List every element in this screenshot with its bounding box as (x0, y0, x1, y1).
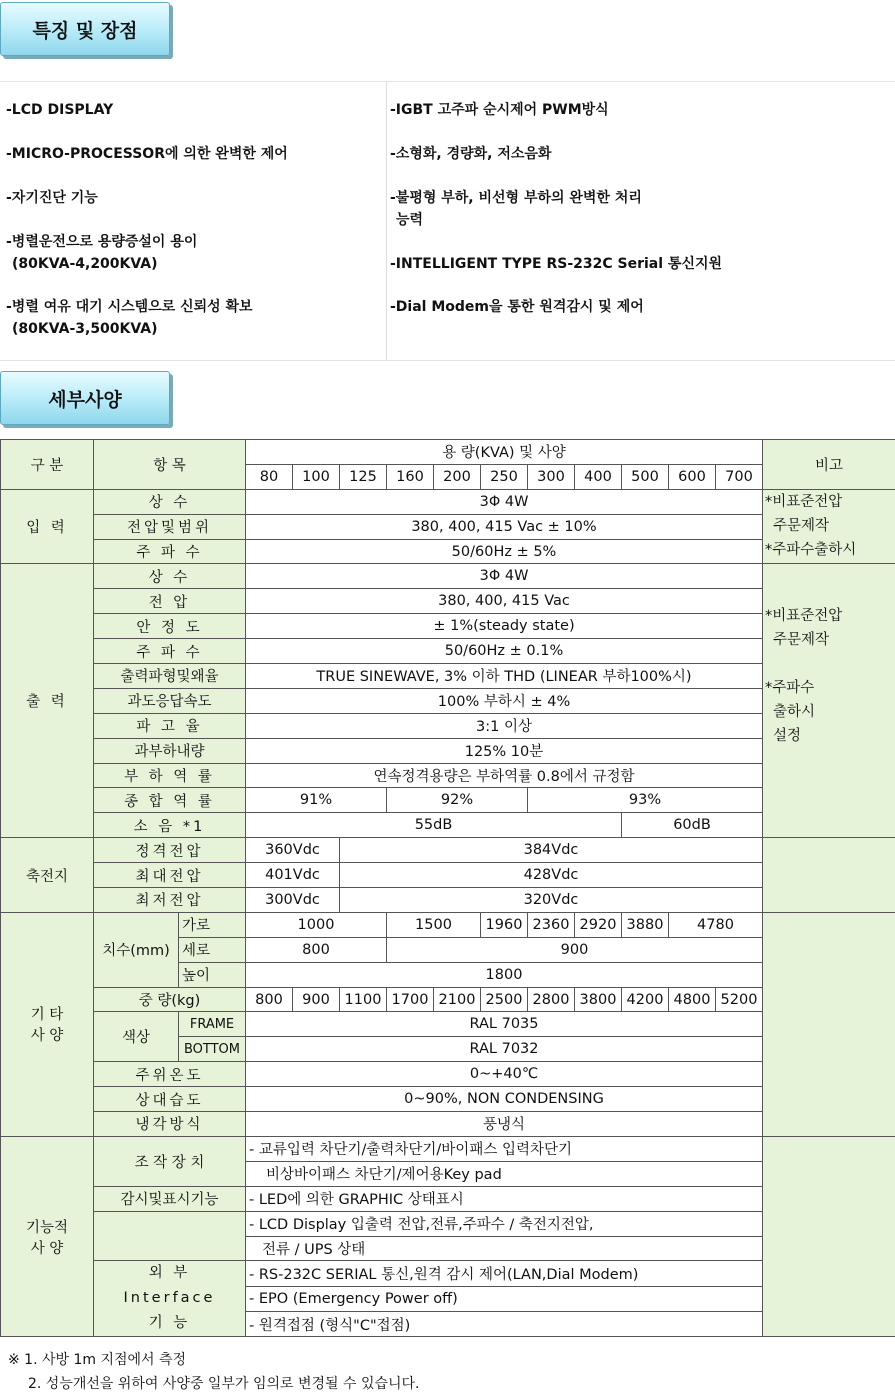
width-value: 2920 (575, 912, 622, 937)
frame-label: FRAME (179, 1012, 246, 1037)
monitor-value: - LCD Display 입출력 전압,전류,주파수 / 축전지전압, (246, 1211, 763, 1236)
capacity-cell: 700 (716, 464, 763, 489)
capacity-cell: 160 (387, 464, 434, 489)
cooling-value: 풍냉식 (246, 1112, 763, 1137)
row-label: 출력파형및왜율 (94, 664, 246, 689)
capacity-cell: 300 (528, 464, 575, 489)
interface-value: - EPO (Emergency Power off) (246, 1286, 763, 1311)
feature-item: -병렬 여유 대기 시스템으로 신뢰성 확보 (80KVA-3,500KVA) (6, 299, 253, 337)
weight-label: 중 량(kg) (94, 987, 246, 1012)
cooling-label: 냉각방식 (94, 1112, 246, 1137)
width-value: 2360 (528, 912, 575, 937)
row-value: 300Vdc (246, 888, 340, 913)
row-label: 파 고 율 (94, 713, 246, 738)
group-battery: 축전지 (1, 838, 94, 913)
humidity-value: 0~90%, NON CONDENSING (246, 1087, 763, 1112)
remark-output: *비표준전압 주문제작 *주파수 출하시 설정 (763, 564, 895, 838)
interface-value: - RS-232C SERIAL 통신,원격 감시 제어(LAN,Dial Modem) (246, 1261, 763, 1286)
row-label: 안 정 도 (94, 614, 246, 639)
width-label: 가로 (179, 912, 246, 937)
weight-value: 1700 (387, 987, 434, 1012)
efficiency-value: 92% (387, 788, 528, 813)
row-value: 125% 10분 (246, 738, 763, 763)
row-value: 3:1 이상 (246, 713, 763, 738)
weight-value: 900 (293, 987, 340, 1012)
feature-item: -불평형 부하, 비선형 부하의 완벽한 처리 능력 (390, 190, 642, 228)
width-value: 3880 (622, 912, 669, 937)
row-value: 100% 부하시 ± 4% (246, 688, 763, 713)
row-label: 과부하내량 (94, 738, 246, 763)
feature-item: -INTELLIGENT TYPE RS-232C Serial 통신지원 (390, 256, 723, 272)
noise-value: 55dB (246, 813, 622, 838)
features-left-column (0, 82, 387, 360)
weight-value: 5200 (716, 987, 763, 1012)
monitor-value: - LED에 의한 GRAPHIC 상태표시 (246, 1186, 763, 1211)
group-etc: 기 타 사 양 (1, 912, 94, 1136)
row-label: 전압및범위 (94, 514, 246, 539)
capacity-cell: 200 (434, 464, 481, 489)
depth-label: 세로 (179, 937, 246, 962)
row-label: 주 파 수 (94, 539, 246, 564)
temperature-label: 주위온도 (94, 1062, 246, 1087)
row-value: 401Vdc (246, 863, 340, 888)
capacity-cell: 600 (669, 464, 716, 489)
bottom-value: RAL 7032 (246, 1037, 763, 1062)
width-value: 1500 (387, 912, 481, 937)
weight-value: 2100 (434, 987, 481, 1012)
row-value: 50/60Hz ± 5% (246, 539, 763, 564)
humidity-label: 상대습도 (94, 1087, 246, 1112)
weight-value: 2500 (481, 987, 528, 1012)
row-value: 연속정격용량은 부하역률 0.8에서 규정함 (246, 763, 763, 788)
capacity-cell: 500 (622, 464, 669, 489)
header-gubun: 구 분 (1, 440, 94, 490)
remark-input: *비표준전압 주문제작 *주파수출하시 (763, 489, 895, 564)
row-label: 최대전압 (94, 863, 246, 888)
monitor-value: 전류 / UPS 상태 (246, 1236, 763, 1261)
row-value: 380, 400, 415 Vac ± 10% (246, 514, 763, 539)
frame-value: RAL 7035 (246, 1012, 763, 1037)
feature-item: -IGBT 고주파 순시제어 PWM방식 (390, 102, 609, 118)
efficiency-value: 91% (246, 788, 387, 813)
monitor-label-empty (94, 1211, 246, 1261)
feature-item: -자기진단 기능 (6, 190, 98, 206)
control-label: 조 작 장 치 (94, 1136, 246, 1186)
row-label: 상 수 (94, 489, 246, 514)
capacity-cell: 125 (340, 464, 387, 489)
height-label: 높이 (179, 962, 246, 987)
group-output: 출 력 (1, 564, 94, 838)
width-value: 4780 (669, 912, 763, 937)
bottom-label: BOTTOM (179, 1037, 246, 1062)
temperature-value: 0~+40℃ (246, 1062, 763, 1087)
row-label: 종 합 역 률 (94, 788, 246, 813)
weight-value: 4800 (669, 987, 716, 1012)
row-value: 380, 400, 415 Vac (246, 589, 763, 614)
feature-item: -MICRO-PROCESSOR에 의한 완벽한 제어 (6, 146, 288, 162)
row-value: 50/60Hz ± 0.1% (246, 639, 763, 664)
row-label: 과도응답속도 (94, 688, 246, 713)
control-value: - 교류입력 차단기/출력차단기/바이패스 입력차단기 (246, 1136, 763, 1161)
divider (0, 360, 895, 361)
group-function: 기능적 사 양 (1, 1136, 94, 1336)
capacity-cell: 250 (481, 464, 528, 489)
control-value: 비상바이패스 차단기/제어용Key pad (246, 1161, 763, 1186)
feature-item: -소형화, 경량화, 저소음화 (390, 146, 552, 162)
depth-value: 900 (387, 937, 763, 962)
color-label: 색상 (94, 1012, 179, 1062)
interface-label: 외 부 Interface 기 능 (94, 1261, 246, 1337)
row-label: 정격전압 (94, 838, 246, 863)
monitor-label: 감시및표시기능 (94, 1186, 246, 1211)
spec-table (0, 439, 895, 1337)
efficiency-value: 93% (528, 788, 763, 813)
weight-value: 1100 (340, 987, 387, 1012)
footnote: ※ 1. 사방 1m 지점에서 측정 2. 성능개선을 위하여 사양중 일부가 임의로 변경될 수 있습니다. (8, 1352, 420, 1392)
height-value: 1800 (246, 962, 763, 987)
remark-etc (763, 912, 895, 1136)
remark-function (763, 1136, 895, 1336)
row-label: 최저전압 (94, 888, 246, 913)
feature-item: -Dial Modem을 통한 원격감시 및 제어 (390, 299, 644, 315)
header-capacity: 용 량(KVA) 및 사양 (246, 440, 763, 465)
header-remark: 비고 (763, 440, 895, 490)
row-value: 384Vdc (340, 838, 763, 863)
specs-section-title: 세부사양 (0, 371, 170, 425)
row-label: 상 수 (94, 564, 246, 589)
weight-value: 4200 (622, 987, 669, 1012)
group-input: 입 력 (1, 489, 94, 564)
noise-value: 60dB (622, 813, 763, 838)
row-label: 부 하 역 률 (94, 763, 246, 788)
capacity-cell: 400 (575, 464, 622, 489)
remark-battery (763, 838, 895, 913)
row-label: 주 파 수 (94, 639, 246, 664)
features-section-title: 특징 및 장점 (0, 2, 170, 56)
width-value: 1000 (246, 912, 387, 937)
header-item: 항 목 (94, 440, 246, 490)
dimension-label: 치수(mm) (94, 912, 179, 987)
capacity-cell: 80 (246, 464, 293, 489)
depth-value: 800 (246, 937, 387, 962)
row-value: ± 1%(steady state) (246, 614, 763, 639)
weight-value: 800 (246, 987, 293, 1012)
features-panel (0, 82, 895, 360)
row-value: 320Vdc (340, 888, 763, 913)
features-right-column (387, 82, 895, 360)
weight-value: 2800 (528, 987, 575, 1012)
row-value: 360Vdc (246, 838, 340, 863)
capacity-cell: 100 (293, 464, 340, 489)
weight-value: 3800 (575, 987, 622, 1012)
width-value: 1960 (481, 912, 528, 937)
interface-value: - 원격접점 (형식"C"접점) (246, 1312, 763, 1337)
row-value: 428Vdc (340, 863, 763, 888)
row-label: 전 압 (94, 589, 246, 614)
feature-item: -LCD DISPLAY (6, 102, 114, 118)
row-label: 소 음 *1 (94, 813, 246, 838)
row-value: TRUE SINEWAVE, 3% 이하 THD (LINEAR 부하100%시) (246, 664, 763, 689)
row-value: 3Φ 4W (246, 489, 763, 514)
feature-item: -병렬운전으로 용량증설이 용이 (80KVA-4,200KVA) (6, 234, 198, 272)
row-value: 3Φ 4W (246, 564, 763, 589)
